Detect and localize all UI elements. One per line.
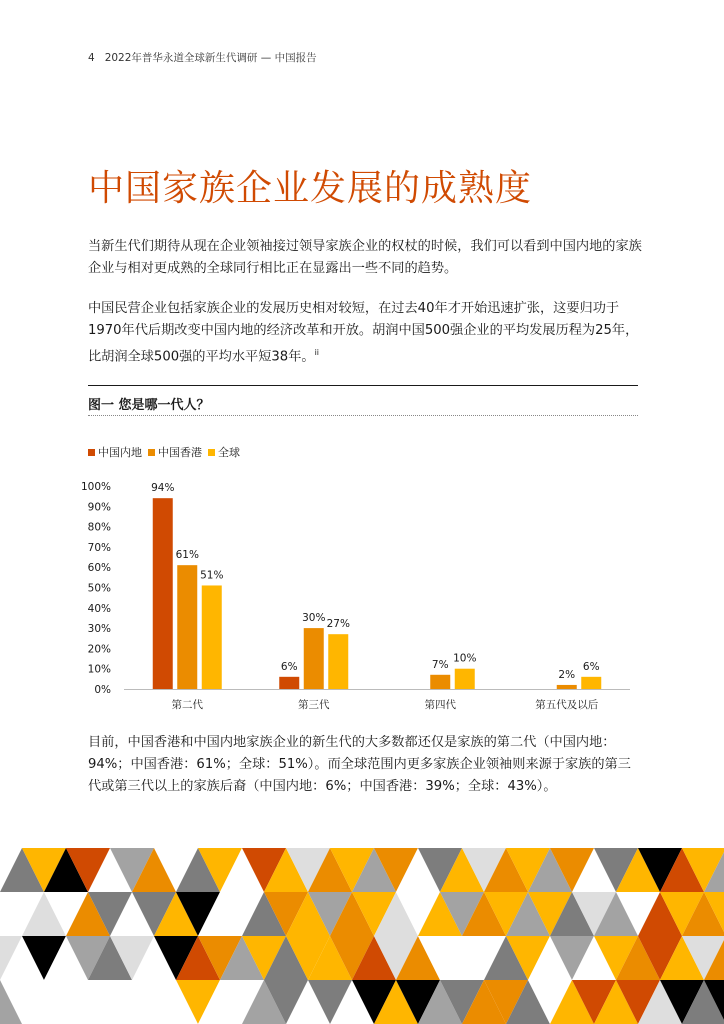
x-category-label: 第四代 — [424, 699, 456, 711]
legend-item-mainland — [88, 444, 142, 460]
page-title: 中国家族企业发展的成熟度 — [88, 168, 533, 209]
legend-item-global — [208, 444, 240, 460]
x-category-label: 第五代及以后 — [535, 699, 599, 711]
y-tick-label: 10% — [87, 663, 111, 676]
data-label: 7% — [431, 658, 449, 671]
bar — [177, 565, 197, 689]
y-tick-label: 60% — [87, 562, 111, 575]
y-tick-label: 100% — [80, 481, 111, 493]
bar — [279, 677, 299, 689]
chart-legend — [88, 444, 240, 460]
y-tick-label: 90% — [87, 501, 111, 514]
x-category-label: 第三代 — [298, 699, 330, 711]
bar — [430, 675, 450, 689]
data-label: 6% — [582, 660, 600, 673]
bar — [581, 677, 601, 689]
data-label: 27% — [326, 618, 350, 631]
data-label: 94% — [151, 482, 175, 495]
history-paragraph — [88, 298, 643, 368]
figure-top-rule — [88, 385, 638, 386]
legend-item-hongkong — [148, 444, 202, 460]
y-tick-label: 50% — [87, 582, 111, 595]
legend-label: 中国香港 — [158, 446, 202, 459]
data-label: 30% — [302, 612, 326, 625]
y-tick-label: 70% — [87, 541, 111, 554]
history-text: 中国民营企业包括家族企业的发展历史相对较短，在过去40年才开始迅速扩张，这要归功于1970年代后期改变中国内地的经济改革和开放。胡润中国500强企业的平均发展历程为25年，比胡润全球500强的平均水平短38年。 — [88, 301, 639, 365]
page-header — [88, 50, 317, 65]
bar — [153, 498, 173, 689]
page-number: 4 — [88, 52, 95, 64]
report-title: 2022年普华永道全球新生代调研 — 中国报告 — [104, 52, 317, 64]
data-label: 2% — [558, 668, 576, 681]
bar — [304, 628, 324, 689]
legend-swatch — [148, 449, 155, 456]
x-category-label: 第二代 — [171, 699, 203, 711]
legend-label: 中国内地 — [98, 446, 142, 459]
footnote-marker: ii — [314, 348, 320, 357]
pattern-triangle — [308, 980, 352, 1024]
pattern-triangle — [0, 936, 22, 980]
bar-chart — [80, 472, 650, 722]
bar — [557, 685, 577, 689]
data-label: 6% — [280, 660, 298, 673]
triangle-pattern-decoration — [0, 848, 724, 1024]
data-label: 10% — [453, 652, 477, 665]
figure-title: 图一 您是哪一代人？ — [88, 398, 210, 413]
data-label: 51% — [200, 569, 224, 582]
y-tick-label: 0% — [94, 684, 111, 696]
legend-swatch — [208, 449, 215, 456]
figure-dotted-rule — [88, 415, 638, 416]
bar — [328, 634, 348, 689]
intro-paragraph: 当新生代们期待从现在企业领袖接过领导家族企业的权杖的时候，我们可以看到中国内地的家族企业与相对更成熟的全球同行相比正在显露出一些不同的趋势。 — [88, 239, 642, 276]
bar — [202, 585, 222, 689]
pattern-triangle — [0, 980, 22, 1024]
data-label: 61% — [175, 549, 199, 562]
bar — [455, 669, 475, 689]
legend-label: 全球 — [218, 446, 240, 459]
y-tick-label: 20% — [87, 643, 111, 656]
y-tick-label: 30% — [87, 623, 111, 636]
legend-swatch — [88, 449, 95, 456]
conclusion-paragraph: 目前，中国香港和中国内地家族企业的新生代的大多数都还仅是家族的第二代（中国内地：94%；中国香港：61%；全球：51%）。而全球范围内更多家族企业领袖则来源于家族的第三代或第三代以上的家族后裔（中国内地：6%；中国香港：39%；全球：43%）。 — [88, 735, 631, 794]
y-tick-label: 80% — [87, 521, 111, 534]
y-tick-label: 40% — [87, 602, 111, 615]
